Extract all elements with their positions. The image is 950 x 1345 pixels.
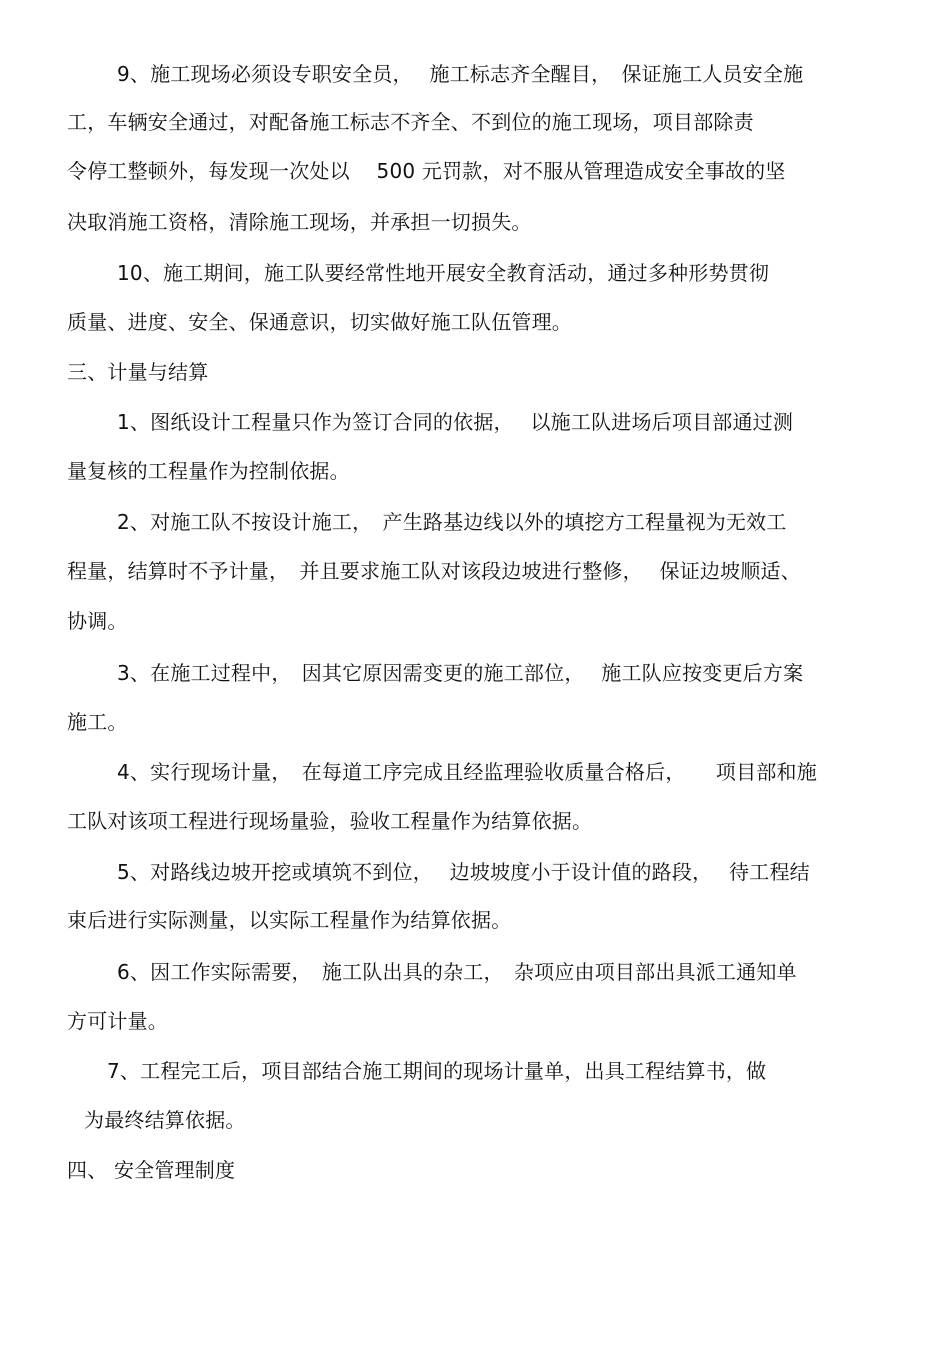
s3-item6-line-2: 方可计量。 (67, 1009, 168, 1033)
s3-item1-line-1: 1、图纸设计工程量只作为签订合同的依据， 以施工队进场后项目部通过测 (117, 410, 794, 434)
s3-item4-line-1: 4、实行现场计量， 在每道工序完成且经监理验收质量合格后， 项目部和施 (117, 760, 817, 784)
s3-item7-line-2: 为最终结算依据。 (84, 1108, 246, 1132)
s3-item1-line-2: 量复核的工程量作为控制依据。 (67, 459, 350, 483)
s3-item2-line-2: 程量，结算时不予计量， 并且要求施工队对该段边坡进行整修， 保证边坡顺适、 (67, 559, 801, 583)
s3-item3-line-2: 施工。 (67, 710, 128, 734)
s3-item2-line-3: 协调。 (67, 609, 128, 633)
s3-item6-line-1: 6、因工作实际需要， 施工队出具的杂工， 杂项应由项目部出具派工通知单 (117, 960, 797, 984)
item9-line-3: 令停工整顿外，每发现一次处以 500 元罚款，对不服从管理造成安全事故的坚 (67, 159, 786, 183)
item10-line-1: 10、施工期间，施工队要经常性地开展安全教育活动，通过多种形势贯彻 (117, 261, 770, 285)
s3-item3-line-1: 3、在施工过程中， 因其它原因需变更的施工部位， 施工队应按变更后方案 (117, 661, 804, 685)
section3-heading: 三、计量与结算 (67, 360, 209, 384)
s3-item2-line-1: 2、对施工队不按设计施工， 产生路基边线以外的填挖方工程量视为无效工 (117, 510, 787, 534)
item9-line-2: 工，车辆安全通过，对配备施工标志不齐全、不到位的施工现场，项目部除责 (67, 110, 754, 134)
section4-heading: 四、 安全管理制度 (67, 1158, 236, 1182)
item9-line-4: 决取消施工资格，清除施工现场，并承担一切损失。 (67, 210, 532, 234)
item10-line-2: 质量、进度、安全、保通意识，切实做好施工队伍管理。 (67, 310, 572, 334)
item9-line-1: 9、施工现场必须设专职安全员， 施工标志齐全醒目， 保证施工人员安全施 (117, 62, 804, 86)
s3-item5-line-2: 束后进行实际测量，以实际工程量作为结算依据。 (67, 908, 512, 932)
s3-item4-line-2: 工队对该项工程进行现场量验，验收工程量作为结算依据。 (67, 809, 593, 833)
s3-item5-line-1: 5、对路线边坡开挖或填筑不到位， 边坡坡度小于设计值的路段， 待工程结 (117, 860, 810, 884)
s3-item7-line-1: 7、工程完工后，项目部结合施工期间的现场计量单，出具工程结算书，做 (107, 1059, 767, 1083)
